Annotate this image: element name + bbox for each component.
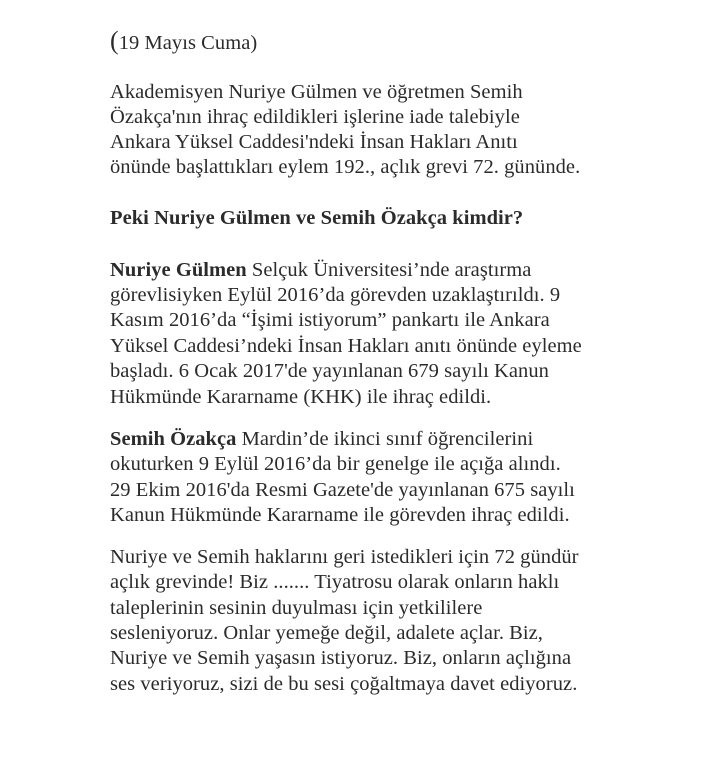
- closing-line: ses veriyoruz, sizi de bu sesi çoğaltmaya davet ediyoruz.: [110, 673, 578, 695]
- nuriye-line: başladı. 6 Ocak 2017'de yayınlanan 679 sayılı Kanun: [110, 360, 549, 382]
- nuriye-line: görevlisiyken Eylül 2016’da görevden uzaklaştırıldı. 9: [110, 284, 561, 306]
- nuriye-name: Nuriye Gülmen: [110, 259, 247, 281]
- semih-text: Mardin’de ikinci sınıf öğrencilerini: [236, 428, 534, 450]
- intro-line: Özakça'nın ihraç edildikleri işlerine iade talebiyle: [110, 106, 520, 128]
- open-paren: (: [110, 26, 119, 55]
- closing-line: Nuriye ve Semih haklarını geri istedikleri için 72 gündür: [110, 546, 579, 568]
- semih-line: Kanun Hükmünde Kararname ile görevden ihraç edildi.: [110, 504, 570, 526]
- semih-line: okuturken 9 Eylül 2016’da bir genelge ile açığa alındı.: [110, 453, 561, 475]
- date-line: (19 Mayıs Cuma): [110, 26, 258, 55]
- intro-line: Akademisyen Nuriye Gülmen ve öğretmen Semih: [110, 81, 523, 103]
- semih-name: Semih Özakça: [110, 428, 237, 450]
- closing-line: açlık grevinde! Biz ....... Tiyatrosu olarak onların haklı: [110, 571, 560, 593]
- nuriye-line: Kasım 2016’da “İşimi istiyorum” pankartı ile Ankara: [110, 309, 550, 331]
- closing-line: Nuriye ve Semih yaşasın istiyoruz. Biz, onların açlığına: [110, 647, 572, 669]
- semih-paragraph-first-line: [110, 427, 533, 451]
- closing-line: sesleniyoruz. Onlar yemeğe değil, adalete açlar. Biz,: [110, 622, 543, 644]
- semih-line: 29 Ekim 2016'da Resmi Gazete'de yayınlanan 675 sayılı: [110, 479, 575, 501]
- nuriye-text: Selçuk Üniversitesi’nde araştırma: [246, 259, 532, 281]
- intro-line: önünde başlattıkları eylem 192., açlık grevi 72. gününde.: [110, 156, 581, 178]
- intro-line: Ankara Yüksel Caddesi'ndeki İnsan Hakları Anıtı: [110, 131, 518, 153]
- nuriye-paragraph-first-line: [110, 258, 531, 282]
- question-heading: Peki Nuriye Gülmen ve Semih Özakça kimdir?: [110, 207, 524, 229]
- nuriye-line: Hükmünde Kararname (KHK) ile ihraç edildi.: [110, 386, 492, 408]
- closing-line: taleplerinin sesinin duyulması için yetkililere: [110, 597, 483, 619]
- nuriye-line: Yüksel Caddesi’ndeki İnsan Hakları anıtı önünde eyleme: [110, 335, 582, 357]
